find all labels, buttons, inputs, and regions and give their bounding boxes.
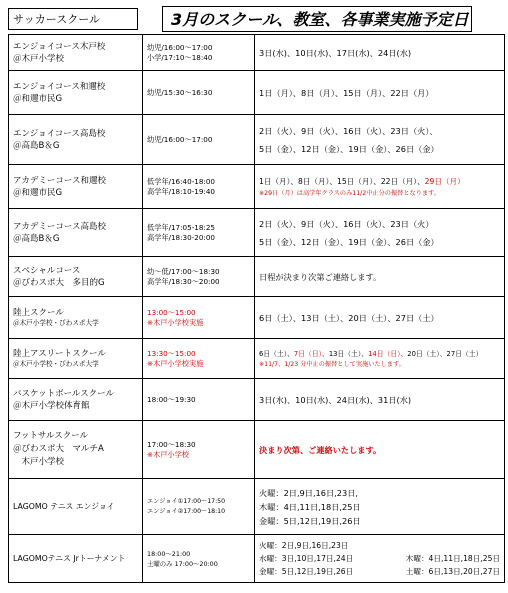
course-name-cell xyxy=(9,115,143,165)
dates-line: 2日（火）、9日（火）、16日（火）、23日（火）、 xyxy=(259,125,438,136)
dates-line: 3日(水)、10日(水)、17日(水)、24日(水) xyxy=(259,47,412,58)
time-line: 13:00～15:00 xyxy=(147,307,196,317)
time-cell xyxy=(143,115,255,165)
dates-line: 2日（火）、9日（火）、16日（火）、23日（火） xyxy=(259,218,434,229)
time-line: 低学年/17:05-18:25 xyxy=(147,222,216,232)
dates-highlight: 29日（月） xyxy=(424,177,465,186)
course-venue: ＠高島B＆G xyxy=(13,233,60,244)
table-row xyxy=(9,535,505,583)
table-row xyxy=(9,71,505,115)
time-cell xyxy=(143,421,255,479)
course-name: LAGOMOテニス Jrトーナメント xyxy=(13,553,126,563)
dates-note: ※29日（月）は高学年クラスのみ11/2中止分の振替となります。 xyxy=(259,190,440,197)
course-name: LAGOMO テニス エンジョイ xyxy=(13,501,115,511)
course-name-cell xyxy=(9,339,143,379)
time-line: 幼児/16:00～17:00 xyxy=(147,42,213,52)
course-name-cell xyxy=(9,535,143,583)
dates-right: 木曜：4日,11日,18日,25日 xyxy=(405,554,500,563)
dates-cell xyxy=(255,165,505,209)
course-name-cell xyxy=(9,165,143,209)
time-cell xyxy=(143,165,255,209)
dates-line: 金曜：5日,12日,19日,26日 xyxy=(259,515,361,526)
table-row xyxy=(9,479,505,535)
time-line: 17:00～18:30 xyxy=(147,439,196,449)
dates-cell xyxy=(255,479,505,535)
time-cell xyxy=(143,35,255,71)
time-cell xyxy=(143,379,255,421)
course-name: フットサルスクール xyxy=(13,431,89,441)
dates-cell xyxy=(255,297,505,339)
course-name: 陸上スクール xyxy=(13,308,64,318)
table-row xyxy=(9,339,505,379)
time-line: ※木戸小学校実施 xyxy=(147,358,204,368)
time-cell xyxy=(143,209,255,257)
dates-line: 5日（金）、12日（金）、19日（金）、26日（金） xyxy=(259,236,439,247)
table-row xyxy=(9,209,505,257)
time-line: 高学年/18:10-19:40 xyxy=(147,186,216,196)
dates-left: 火曜：2日,9日,16日,23日 xyxy=(259,541,349,550)
table-row xyxy=(9,257,505,297)
time-line: 幼児/15:30～16:30 xyxy=(147,87,213,97)
course-name: エンジョイコース高島校 xyxy=(13,128,106,139)
table-row xyxy=(9,165,505,209)
dates-highlight: 14日（日） xyxy=(368,350,401,358)
time-line: 高学年/18:30-20:00 xyxy=(147,232,216,242)
time-line: 13:30～15:00 xyxy=(147,348,196,358)
time-line: 土曜のみ 17:00～20:00 xyxy=(147,559,218,568)
table-row xyxy=(9,35,505,71)
course-venue: 木戸小学校 xyxy=(13,457,65,467)
time-cell xyxy=(143,535,255,583)
schedule-table xyxy=(8,34,505,583)
time-cell xyxy=(143,257,255,297)
dates-highlight: 7日（日） xyxy=(293,350,323,358)
dates-line: 6日（土）、13日（土）、20日（土）、27日（土） xyxy=(259,312,439,323)
dates-cell xyxy=(255,115,505,165)
course-name: スペシャルコース xyxy=(13,265,81,276)
table-row xyxy=(9,379,505,421)
table-row xyxy=(9,297,505,339)
dates-right: 土曜：6日,13日,20日,27日 xyxy=(405,567,500,576)
dates-line xyxy=(259,175,500,189)
header-label: サッカースクール xyxy=(8,8,138,30)
course-name-cell xyxy=(9,421,143,479)
course-venue: ＠木戸小学校 xyxy=(13,53,65,64)
course-name: アカデミーコース高島校 xyxy=(13,221,106,232)
time-cell xyxy=(143,479,255,535)
dates-line xyxy=(259,552,500,565)
course-name: 陸上アスリートスクール xyxy=(13,349,106,359)
course-name: バスケットボールスクール xyxy=(13,388,114,399)
course-name: アカデミーコース和邇校 xyxy=(13,175,106,186)
time-note: ※木戸小学校 xyxy=(147,449,189,459)
time-line: エンジョイ②17:00～18:10 xyxy=(147,507,226,515)
course-venue: ＠木戸小学校・びわスポ大学 xyxy=(13,360,99,368)
time-line: 幼児/16:00～17:00 xyxy=(147,134,213,144)
dates-cell xyxy=(255,339,505,379)
time-line: 小学/17:10～18:40 xyxy=(147,52,213,62)
course-venue: ＠高島B＆G xyxy=(13,140,60,151)
dates-text: 、20日（土）、27日（土） xyxy=(400,350,483,358)
dates-left: 水曜：3日,10日,17日,24日 xyxy=(259,554,354,563)
course-venue: ＠びわスポ大 マルチA xyxy=(13,444,104,454)
dates-cell xyxy=(255,257,505,297)
time-line: 18:00～21:00 xyxy=(147,549,191,558)
dates-line xyxy=(259,565,500,578)
course-name-cell xyxy=(9,479,143,535)
dates-line: 3日(水)、10日(水)、24日(水)、31日(水) xyxy=(259,394,412,405)
dates-line xyxy=(259,348,500,360)
course-name-cell xyxy=(9,209,143,257)
time-line: エンジョイ①17:00～17:50 xyxy=(147,497,226,505)
course-name-cell xyxy=(9,297,143,339)
time-line: 低学年/16:40-18:00 xyxy=(147,176,216,186)
time-line: 18:00～19:30 xyxy=(147,394,196,404)
time-line: 幼～低/17:00～18:30 xyxy=(147,266,220,276)
course-name: エンジョイコース和邇校 xyxy=(13,81,106,92)
dates-left: 金曜：5日,12日,19日,26日 xyxy=(259,567,354,576)
time-line: ※木戸小学校実施 xyxy=(147,317,204,327)
dates-cell xyxy=(255,209,505,257)
dates-line: 5日（金）、12日（金）、19日（金）、26日（金） xyxy=(259,143,439,154)
table-row xyxy=(9,115,505,165)
course-venue: ＠木戸小学校体育館 xyxy=(13,400,90,411)
course-name-cell xyxy=(9,35,143,71)
time-cell xyxy=(143,71,255,115)
course-name-cell xyxy=(9,71,143,115)
course-name-cell xyxy=(9,379,143,421)
table-row xyxy=(9,421,505,479)
page-title: 3月のスクール、教室、各事業実施予定日 xyxy=(162,6,472,32)
time-cell xyxy=(143,339,255,379)
time-cell xyxy=(143,297,255,339)
dates-cell xyxy=(255,379,505,421)
course-name: エンジョイコース木戸校 xyxy=(13,41,106,52)
course-venue: ＠びわスポ大 多目的G xyxy=(13,277,105,288)
dates-cell xyxy=(255,71,505,115)
dates-line: 火曜：2日,9日,16日,23日, xyxy=(259,487,358,498)
dates-line: 決まり次第、ご連絡いたします。 xyxy=(259,444,382,455)
dates-text: 6日（土）、 xyxy=(259,350,294,358)
dates-line: 1日（月）、8日（月）、15日（月）、22日（月） xyxy=(259,87,434,98)
course-venue: ＠木戸小学校・びわスポ大学 xyxy=(13,319,99,327)
dates-line: 日程が決まり次第ご連絡します。 xyxy=(259,271,382,282)
dates-note: ※11/7、1/23 分中止の振替として実施いたします。 xyxy=(259,361,405,368)
dates-text: 1日（月）、8日（月）、15日（月）、22日（月）、 xyxy=(259,177,425,186)
dates-cell xyxy=(255,421,505,479)
dates-line xyxy=(259,539,500,552)
dates-cell xyxy=(255,535,505,583)
dates-line: 木曜：4日,11日,18日,25日 xyxy=(259,501,361,512)
dates-cell xyxy=(255,35,505,71)
course-venue: ＠和邇市民G xyxy=(13,187,63,198)
course-venue: ＠和邇市民G xyxy=(13,93,63,104)
time-line: 高学年/18:30～20:00 xyxy=(147,276,220,286)
course-name-cell xyxy=(9,257,143,297)
dates-text: 、13日（土）、 xyxy=(322,350,369,358)
